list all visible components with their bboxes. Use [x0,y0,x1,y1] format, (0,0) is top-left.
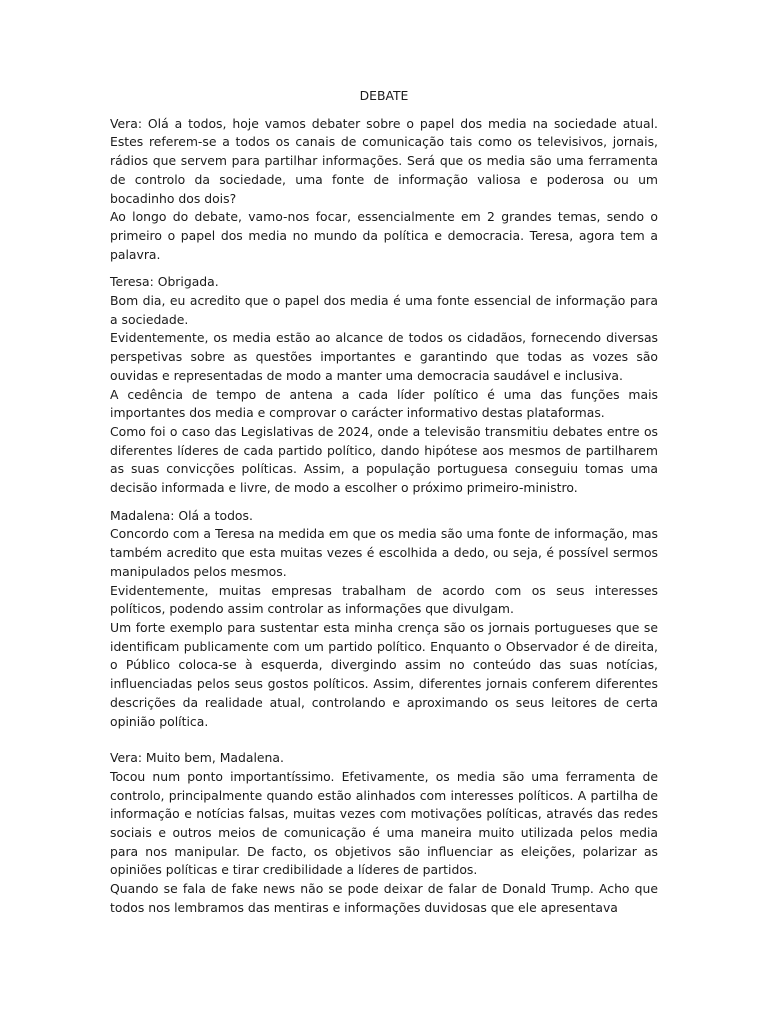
speech-vera-reply [110,749,658,917]
paragraph: A cedência de tempo de antena a cada líder político é uma das funções mais importantes dos media e comprovar o carácter informativo destas plataformas. [110,386,658,421]
paragraph: Teresa: Obrigada. [110,274,219,290]
paragraph: Evidentemente, os media estão ao alcance de todos os cidadãos, fornecendo diversas perspetivas sobre as questões importantes e garantindo que todas as vozes são ouvidas e representadas de modo a manter uma democracia saudável e inclusiva. [110,330,658,383]
paragraph: Um forte exemplo para sustentar esta minha crença são os jornais portugueses que se identificam publicamente com um partido político. Enquanto o Observador é de direita, o Público coloca-se à esquerda, divergindo assim no conteúdo das suas notícias, influenciadas pelos seus gostos políticos. Assim, diferentes jornais conferem diferentes descrições da realidade atual, controlando e aproximando os seus leitores de certa opinião política. [110,619,658,729]
document-title: DEBATE [359,88,409,103]
speech-madalena [110,507,658,731]
paragraph: Vera: Muito bem, Madalena. [110,750,284,766]
paragraph: Vera: Olá a todos, hoje vamos debater sobre o papel dos media na sociedade atual. Estes referem-se a todos os canais de comunicação tais como os televisivos, jornais, rádios que servem para partilhar informações. Será que os media são uma ferramenta de controlo da sociedade, uma fonte de informação valiosa e poderosa ou um bocadinho dos dois? [110,115,658,206]
paragraph: Quando se fala de fake news não se pode deixar de falar de Donald Trump. Acho que todos nos lembramos das mentiras e informações duvidosas que ele apresentava [110,881,658,915]
document-body [110,87,658,927]
paragraph: Ao longo do debate, vamo-nos focar, essencialmente em 2 grandes temas, sendo o primeiro o papel dos media no mundo da política e democracia. Teresa, agora tem a palavra. [110,209,658,262]
paragraph: Concordo com a Teresa na medida em que os media são uma fonte de informação, mas também acredito que esta muitas vezes é escolhida a dedo, ou seja, é possível sermos manipulados pelos mesmos. [110,526,658,579]
speech-vera-intro [110,115,658,265]
paragraph: Como foi o caso das Legislativas de 2024, onde a televisão transmitiu debates entre os diferentes líderes de cada partido político, dando hipótese aos mesmos de partilharem as suas convicções políticas. Assim, a população portuguesa conseguiu tomas uma decisão informada e livre, de modo a escolher o próximo primeiro-ministro. [110,423,658,496]
paragraph: Evidentemente, muitas empresas trabalham de acordo com os seus interesses políticos, podendo assim controlar as informações que divulgam. [110,582,658,617]
paragraph: Bom dia, eu acredito que o papel dos media é uma fonte essencial de informação para a sociedade. [110,293,658,327]
paragraph: Madalena: Olá a todos. [110,507,253,523]
paragraph: Tocou num ponto importantíssimo. Efetivamente, os media são uma ferramenta de controlo, principalmente quando estão alinhados com interesses políticos. A partilha de informação e notícias falsas, muitas vezes com motivações políticas, através das redes sociais e outros meios de comunicação é uma maneira muito utilizada pelos media para nos manipular. De facto, os objetivos são influenciar as eleições, polarizar as opiniões políticas e tirar credibilidade a líderes de partidos. [110,768,658,878]
speech-teresa [110,273,658,497]
